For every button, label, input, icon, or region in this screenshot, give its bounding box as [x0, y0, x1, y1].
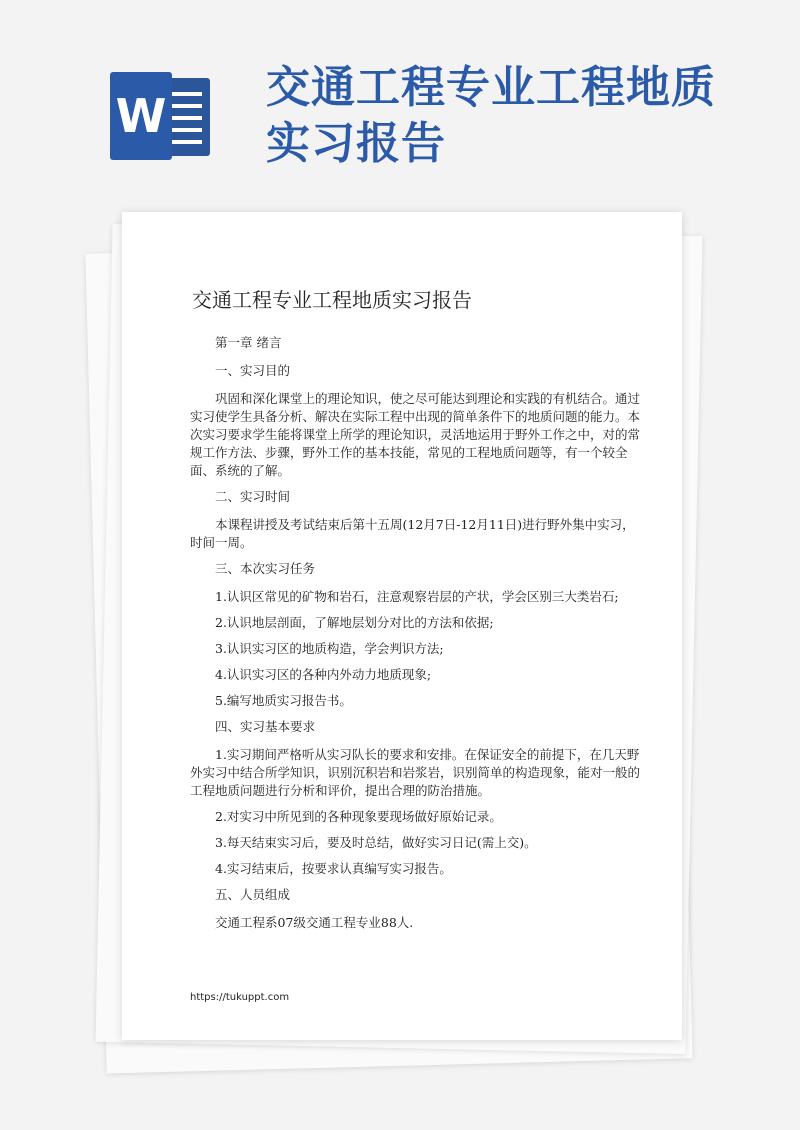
word-icon-badge: W	[110, 72, 172, 160]
list-item: 5.编写地质实习报告书。	[215, 693, 352, 708]
paragraph: 巩固和深化课堂上的理论知识，使之尽可能达到理论和实践的有机结合。通过实习使学生具备分析、解决在实际工程中出现的简单条件下的地质问题的能力。本次实习要求学生能将课堂上所学的理论知识，灵活地运用于野外工作之中，对的常规工作方法、步骤，野外工作的基本技能，常见的工程地质问题等，有一个较全面、系统的了解。	[190, 391, 641, 478]
list-item: 3.每天结束实习后，要及时总结，做好实习日记(需上交)。	[215, 835, 537, 850]
section-heading: 四、实习基本要求	[215, 719, 316, 734]
paragraph: 本课程讲授及考试结束后第十五周(12月7日-12月11日)进行野外集中实习，时间一周。	[190, 517, 635, 550]
list-item: 1.实习期间严格听从实习队长的要求和安排。在保证安全的前提下，在几天野外实习中结合所学知识，识别沉积岩和岩浆岩，识别简单的构造现象，能对一般的工程地质问题进行分析和评价，提出合理的防治措施。	[190, 747, 641, 798]
section-heading: 二、实习时间	[215, 489, 291, 504]
document-title: 交通工程专业工程地质实习报告	[192, 288, 472, 312]
document-body	[190, 330, 640, 940]
section-heading: 五、人员组成	[215, 887, 291, 902]
source-url: https://tukuppt.com	[190, 992, 290, 1003]
word-document-icon	[110, 72, 214, 160]
list-item: 2.对实习中所见到的各种现象要现场做好原始记录。	[215, 809, 502, 824]
section-heading: 三、本次实习任务	[215, 561, 316, 576]
list-item: 3.认识实习区的地质构造，学会判识方法;	[215, 641, 444, 656]
list-item: 4.认识实习区的各种内外动力地质现象;	[215, 667, 432, 682]
section-heading: 一、实习目的	[215, 363, 291, 378]
list-item: 4.实习结束后，按要求认真编写实习报告。	[215, 861, 452, 876]
banner-title: 交通工程专业工程地质实习报告	[266, 62, 716, 169]
document-page	[122, 212, 682, 1040]
list-item: 1.认识区常见的矿物和岩石，注意观察岩层的产状，学会区别三大类岩石;	[215, 589, 619, 604]
chapter-heading: 第一章 绪言	[215, 335, 282, 350]
list-item: 2.认识地层剖面，了解地层划分对比的方法和依据;	[215, 615, 494, 630]
paragraph: 交通工程系07级交通工程专业88人.	[215, 915, 414, 930]
